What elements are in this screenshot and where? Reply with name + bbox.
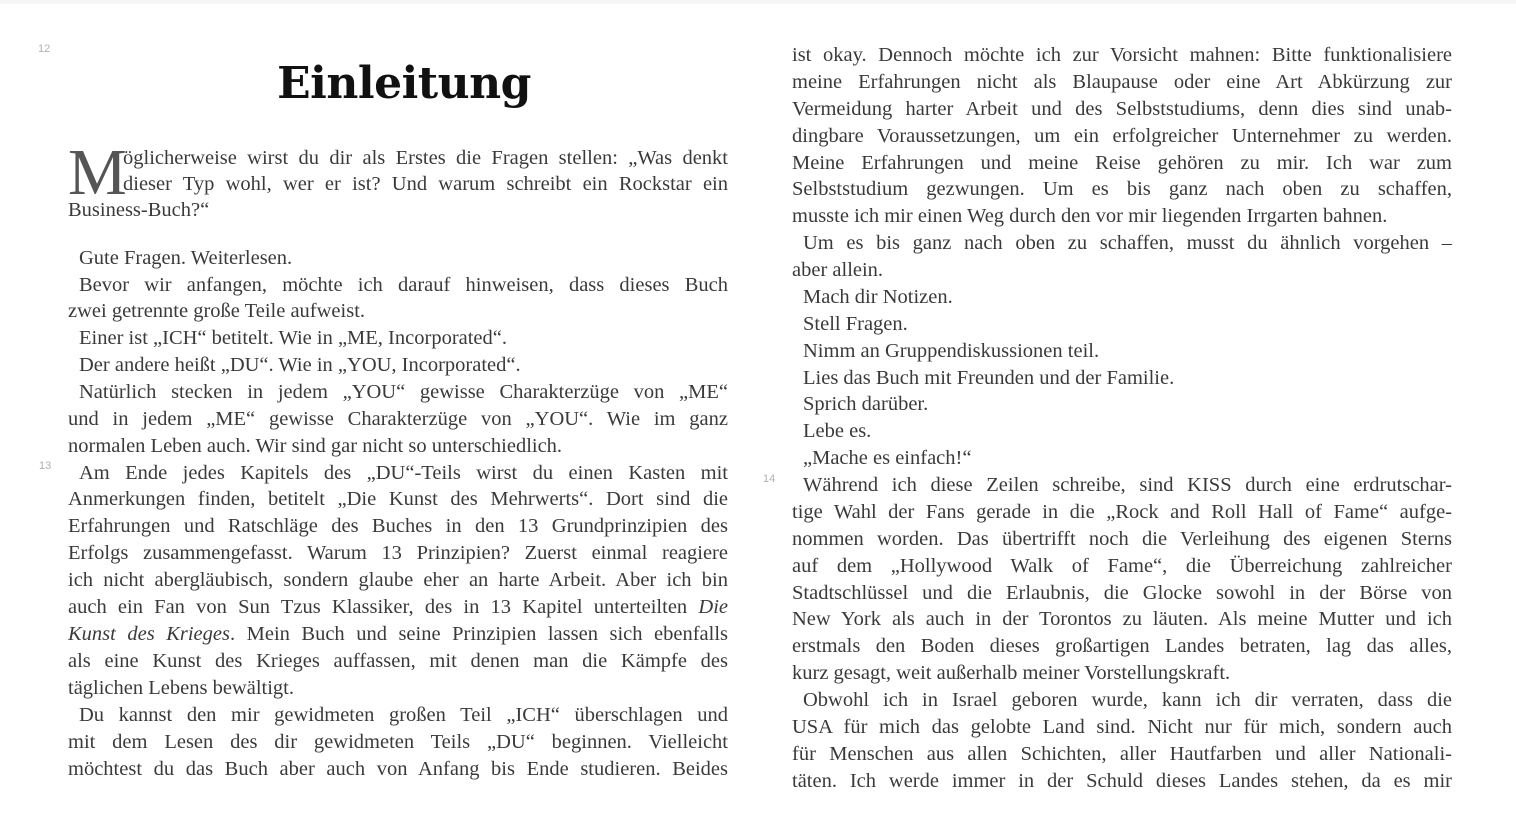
text-line: Stadtschlüssel und die Erlaubnis, die Glocke sowohl in der Börse von — [792, 582, 1452, 604]
text-line: dingbare Voraussetzungen, um ein erfolgreicher Unternehmer zu werden. — [792, 125, 1452, 147]
text-line: täten. Ich werde immer in der Schuld dieses Landes stehen, da es mir — [792, 770, 1452, 792]
text-line: Der andere heißt „DU“. Wie in „YOU, Incorporated“. — [79, 354, 521, 376]
text-line: dieser Typ wohl, wer er ist? Und warum schreibt ein Rockstar ein — [123, 173, 728, 195]
text-line: Erfolgs zusammengefasst. Warum 13 Prinzipien? Zuerst einmal reagiere — [68, 542, 728, 564]
text-line: tige Wahl der Fans gerade in die „Rock and Roll Hall of Fame“ aufge- — [792, 501, 1452, 523]
text-line: Während ich diese Zeilen schreibe, sind KISS durch eine erdrutschar- — [803, 474, 1452, 496]
text-segment: auch ein Fan von Sun Tzus Klassiker, des in 13 Kapitel unterteilten — [68, 596, 688, 618]
text-line: Vermeidung harter Arbeit und des Selbststudiums, denn dies sind unab- — [792, 98, 1452, 120]
text-line: musste ich mir einen Weg durch den vor mir liegenden Irrgarten bahnen. — [792, 205, 1388, 227]
text-line: mit dem Lesen des dir gewidmeten Teils „DU“ beginnen. Vielleicht — [68, 731, 728, 753]
text-line: Am Ende jedes Kapitels des „DU“-Teils wirst du einen Kasten mit — [79, 462, 728, 484]
text-line: Erfahrungen und Ratschläge des Buches in den 13 Grundprinzipien des — [68, 515, 728, 537]
chapter-title: Einleitung — [277, 58, 531, 109]
top-bar — [0, 0, 1516, 4]
list-item: Nimm an Gruppendiskussionen teil. — [803, 340, 1100, 362]
text-segment: Mein Buch und seine Prinzipien lassen sich ebenfalls — [246, 623, 729, 645]
list-item: Lies das Buch mit Freunden und der Familie. — [803, 367, 1175, 389]
text-line: Gute Fragen. Weiterlesen. — [79, 247, 293, 269]
text-line: auf dem „Hollywood Walk of Fame“, die Überreichung zahlreicher — [792, 555, 1452, 577]
text-line: Du kannst den mir gewidmeten großen Teil „ICH“ überschlagen und — [79, 704, 728, 726]
text-line: Selbststudium gezwungen. Um es bis ganz nach oben zu schaffen, — [792, 178, 1452, 200]
text-line: New York als auch in der Torontos zu läuten. Als meine Mutter und ich — [792, 608, 1452, 630]
list-item: „Mache es einfach!“ — [803, 447, 972, 469]
book-title-italic: Die — [698, 596, 728, 618]
text-line: USA für mich das gelobte Land sind. Nicht nur für mich, sondern auch — [792, 716, 1452, 738]
text-line: Obwohl ich in Israel geboren wurde, kann ich dir verraten, dass die — [803, 689, 1452, 711]
drop-cap: M — [68, 136, 127, 209]
text-line: Anmerkungen finden, betitelt „Die Kunst des Mehrwerts“. Dort sind die — [68, 488, 728, 510]
text-line: aber allein. — [792, 259, 884, 281]
text-line: kurz gesagt, weit außerhalb meiner Vorstellungskraft. — [792, 662, 1231, 684]
text-line: Einer ist „ICH“ betitelt. Wie in „ME, Incorporated“. — [79, 327, 508, 349]
text-line: und in jedem „ME“ gewisse Charakterzüge von „YOU“. Wie im ganz — [68, 408, 728, 430]
text-line: täglichen Lebens bewältigt. — [68, 677, 294, 699]
text-line: normalen Leben auch. Wir sind gar nicht so unterschiedlich. — [68, 435, 563, 457]
list-item: Stell Fragen. — [803, 313, 908, 335]
list-item: Sprich darüber. — [803, 393, 929, 415]
book-title-italic: Kunst des Krieges — [68, 623, 230, 645]
list-item: Mach dir Notizen. — [803, 286, 953, 308]
page-number-14: 14 — [763, 473, 776, 485]
text-line: möchtest du das Buch aber auch von Anfang bis Ende studieren. Beides — [68, 758, 728, 780]
text-line: nommen worden. Das übertrifft noch die Verleihung des eigenen Sterns — [792, 528, 1452, 550]
text-line: Meine Erfahrungen und meine Reise gehören zu mir. Ich war zum — [792, 152, 1452, 174]
text-line — [68, 594, 728, 621]
text-line: als eine Kunst des Krieges auffassen, mit denen man die Kämpfe des — [68, 650, 728, 672]
text-line: Business-Buch?“ — [68, 199, 210, 221]
page-number-12: 12 — [38, 43, 51, 55]
text-line: zwei getrennte große Teile aufweist. — [68, 300, 366, 322]
text-line: Bevor wir anfangen, möchte ich darauf hinweisen, dass dieses Buch — [79, 274, 728, 296]
text-line: ich nicht abergläubisch, sondern glaube eher an harte Arbeit. Aber ich bin — [68, 569, 728, 591]
text-line: Kunst des Krieges. Mein Buch und seine Prinzipien lassen sich ebenfalls — [68, 623, 729, 645]
text-line: Natürlich stecken in jedem „YOU“ gewisse Charakterzüge von „ME“ — [79, 381, 728, 403]
list-item: Lebe es. — [803, 420, 872, 442]
text-line: ist okay. Dennoch möchte ich zur Vorsicht mahnen: Bitte funktionalisiere — [792, 44, 1452, 66]
text-line: meine Erfahrungen nicht als Blaupause oder eine Art Abkürzung zur — [792, 71, 1452, 93]
text-line: für Menschen aus allen Schichten, aller Hautfarben und aller Nationali- — [792, 743, 1452, 765]
text-line: erstmals den Boden dieses großartigen Landes betraten, lag das alles, — [792, 635, 1452, 657]
page-number-13: 13 — [39, 460, 52, 472]
text-line: Um es bis ganz nach oben zu schaffen, musst du ähnlich vorgehen – — [803, 232, 1452, 254]
text-line: öglicherweise wirst du dir als Erstes die Fragen stellen: „Was denkt — [123, 147, 728, 169]
